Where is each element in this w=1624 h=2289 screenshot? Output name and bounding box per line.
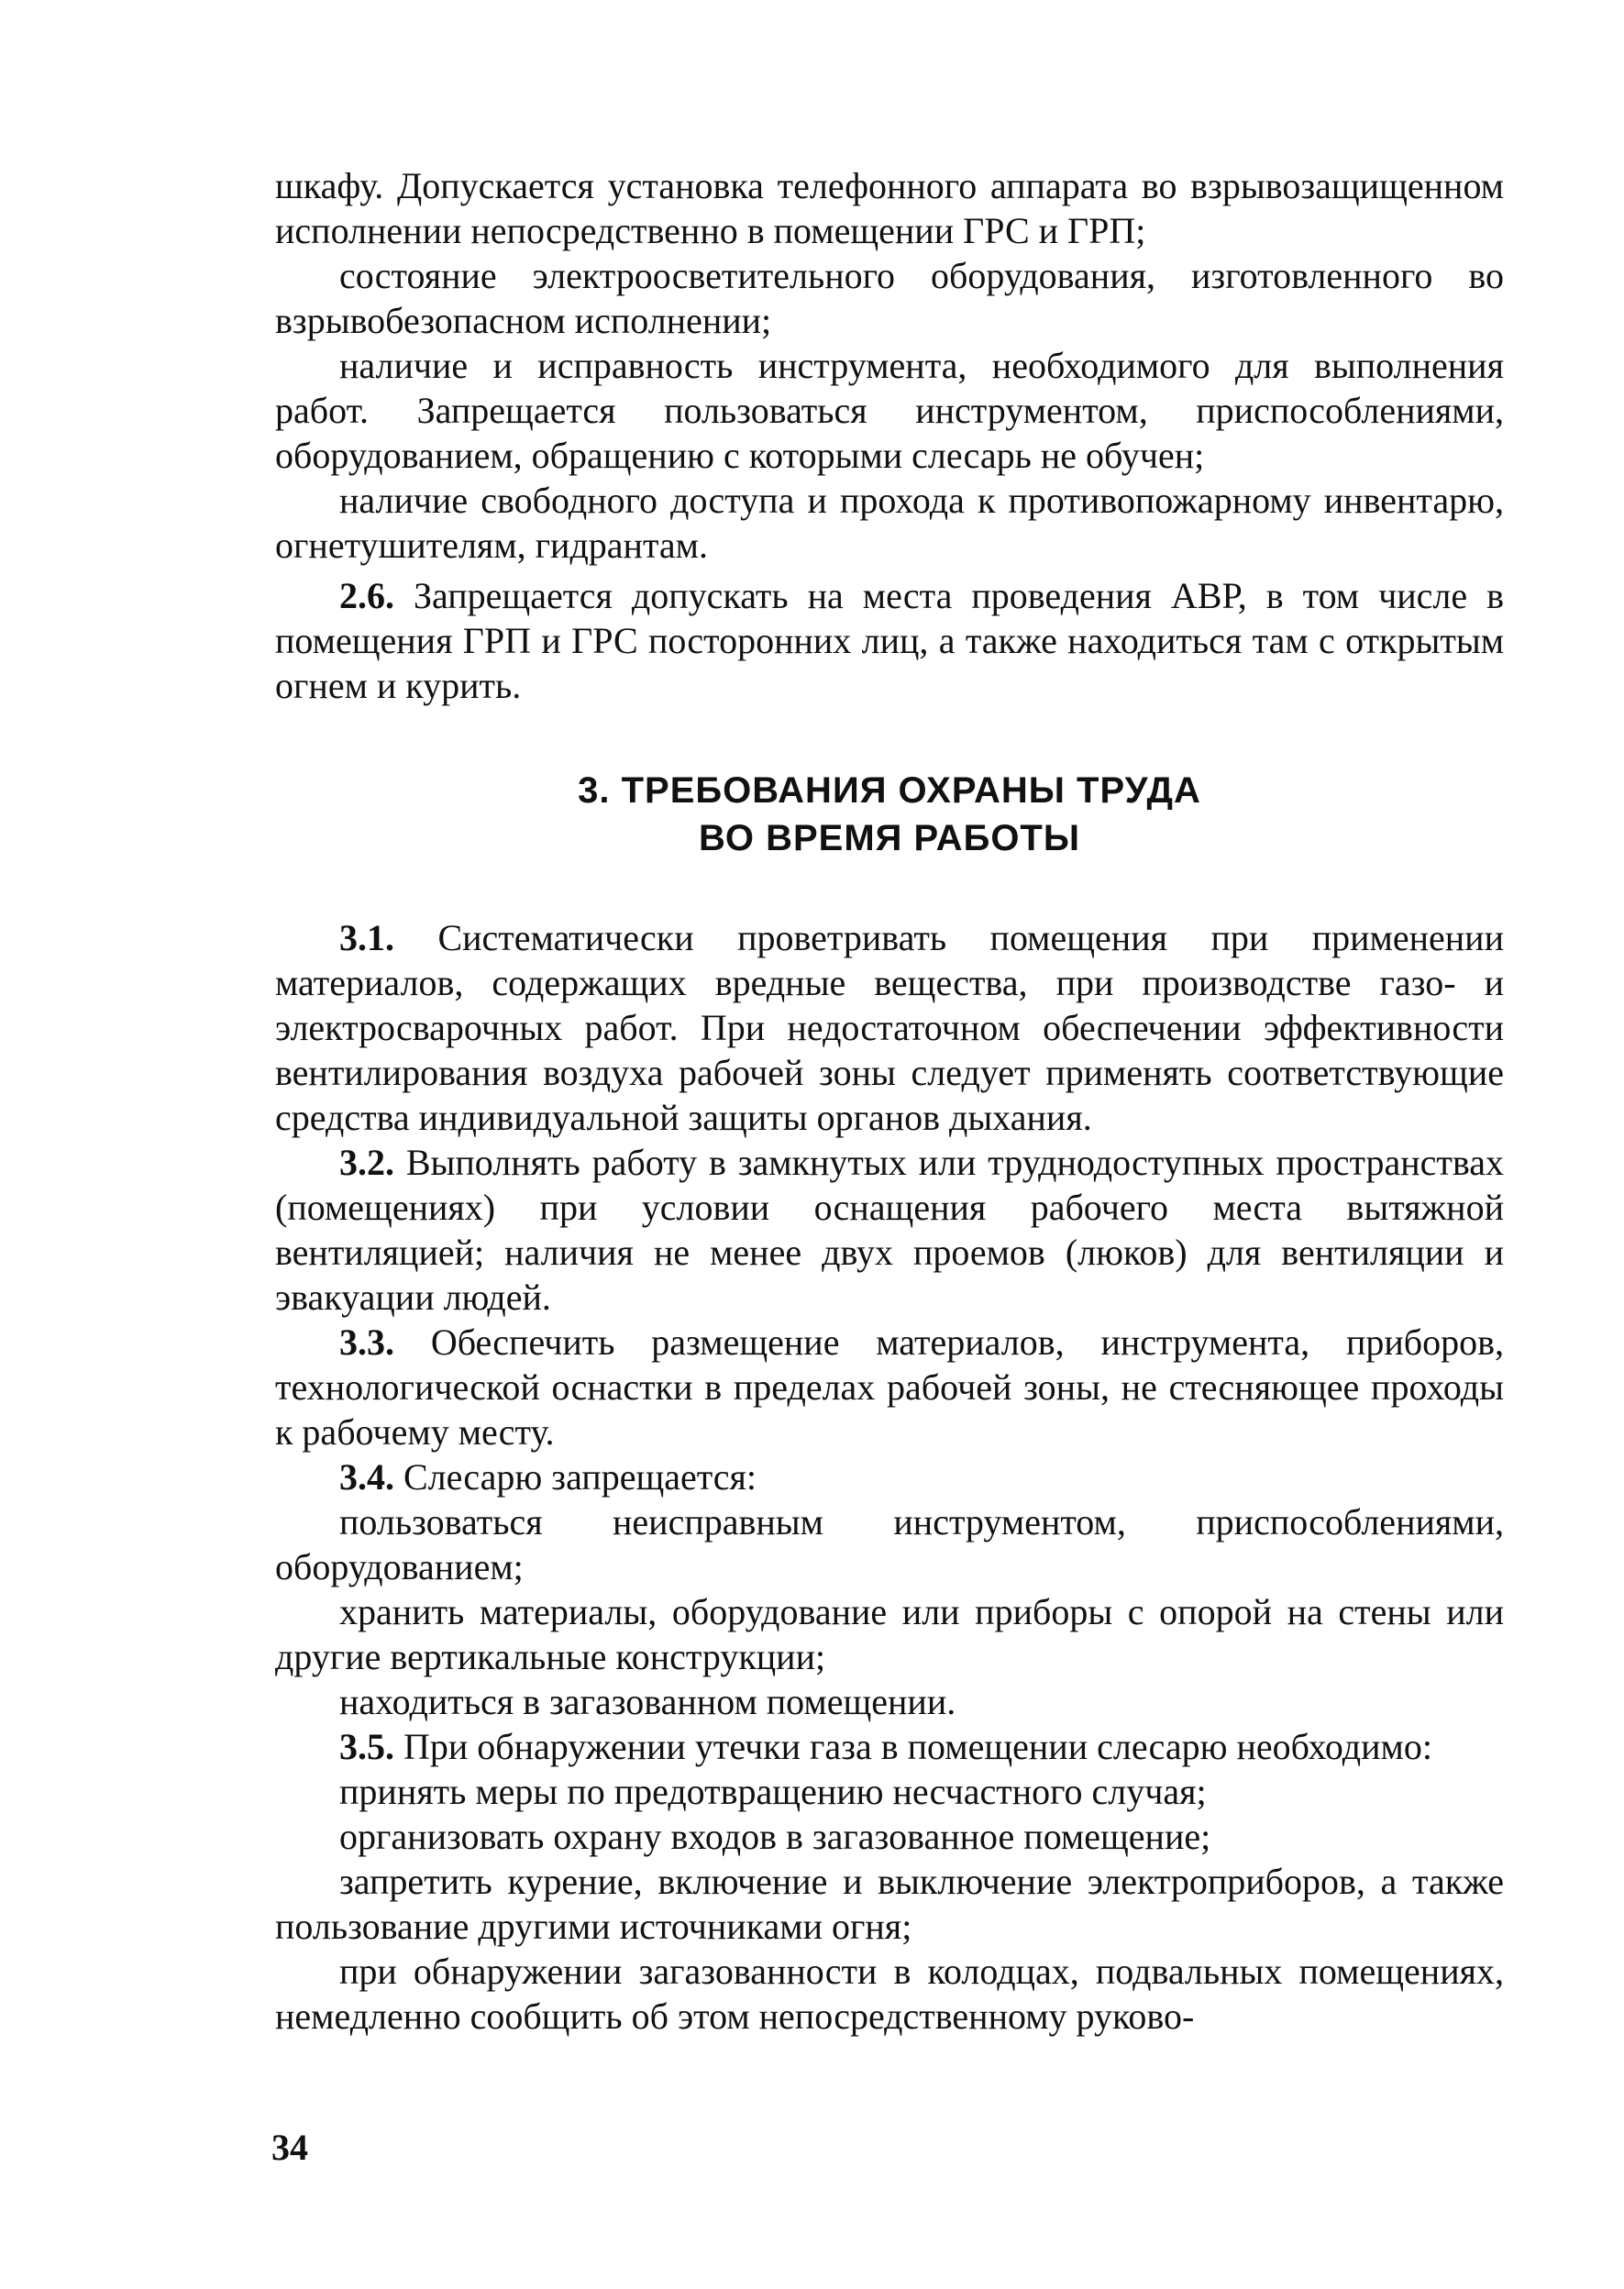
paragraph-continuation xyxy=(275,163,1504,253)
paragraph-text: шкафу. Допускается установка телефонного аппарата во взрывозащищенном исполнении непосредственно в помещении ГРС и ГРП; xyxy=(275,165,1504,251)
paragraph-3-3 xyxy=(275,1320,1504,1454)
paragraph xyxy=(275,343,1504,478)
paragraph-3-5 xyxy=(275,1724,1504,1769)
paragraph-3-2 xyxy=(275,1140,1504,1320)
paragraph-number: 3.4. xyxy=(339,1456,394,1498)
list-item xyxy=(275,1814,1504,1859)
paragraph-text: наличие и исправность инструмента, необходимого для выполнения работ. Запрещается пользоваться инструментом, приспособлениями, оборудованием, обращению с которыми слесарь не обучен; xyxy=(275,345,1504,476)
paragraph-text: Обеспечить размещение материалов, инструмента, приборов, технологической оснастки в пределах рабочей зоны, не стесняющее проходы к рабочему месту. xyxy=(275,1321,1504,1453)
list-item xyxy=(275,1589,1504,1679)
paragraph-text: состояние электроосветительного оборудования, изготовленного во взрывобезопасном исполнении; xyxy=(275,255,1504,341)
paragraph-number: 2.6. xyxy=(339,575,394,616)
paragraph-text: Запрещается допускать на места проведения АВР, в том числе в помещения ГРП и ГРС посторонних лиц, а также находиться там с открытым огнем и курить. xyxy=(275,575,1504,706)
list-item xyxy=(275,1949,1504,2039)
paragraph-text: хранить материалы, оборудование или приборы с опорой на стены или другие вертикальные конструкции; xyxy=(275,1591,1504,1677)
section-heading xyxy=(275,767,1504,862)
paragraph-2-6 xyxy=(275,573,1504,708)
paragraph-text: наличие свободного доступа и прохода к противопожарному инвентарю, огнетушителям, гидрантам. xyxy=(275,480,1504,566)
paragraph-number: 3.2. xyxy=(339,1142,394,1183)
paragraph-text: организовать охрану входов в загазованное помещение; xyxy=(339,1816,1211,1857)
paragraph xyxy=(275,253,1504,343)
paragraph-text: принять меры по предотвращению несчастного случая; xyxy=(339,1771,1207,1812)
paragraph-3-1 xyxy=(275,915,1504,1140)
list-item xyxy=(275,1499,1504,1589)
section-heading-line-2: ВО ВРЕМЯ РАБОТЫ xyxy=(698,818,1081,858)
paragraph-number: 3.5. xyxy=(339,1726,394,1767)
paragraph-text: Слесарю запрещается: xyxy=(394,1456,757,1498)
list-item xyxy=(275,1859,1504,1949)
paragraph-text: Систематически проветривать помещения при применении материалов, содержащих вредные вещества, при производстве газо- и электросварочных работ. При недостаточном обеспечении эффективности вентилирования воздуха рабочей зоны следует применять соответствующие средства индивидуальной защиты органов дыхания. xyxy=(275,917,1504,1138)
paragraph-text: при обнаружении загазованности в колодцах, подвальных помещениях, немедленно сообщить об этом непосредственному руково- xyxy=(275,1951,1504,2037)
paragraph-text: Выполнять работу в замкнутых или труднодоступных пространствах (помещениях) при условии оснащения рабочего места вытяжной вентиляцией; наличия не менее двух проемов (люков) для вентиляции и эвакуации людей. xyxy=(275,1142,1504,1318)
paragraph-text: При обнаружении утечки газа в помещении слесарю необходимо: xyxy=(394,1726,1432,1767)
list-item xyxy=(275,1679,1504,1724)
list-item xyxy=(275,1769,1504,1814)
section-heading-line-1: 3. ТРЕБОВАНИЯ ОХРАНЫ ТРУДА xyxy=(578,770,1201,811)
paragraph-text: пользоваться неисправным инструментом, приспособлениями, оборудованием; xyxy=(275,1501,1504,1587)
paragraph-number: 3.1. xyxy=(339,917,394,958)
page-number: 34 xyxy=(271,2127,308,2168)
paragraph xyxy=(275,478,1504,568)
paragraph-3-4 xyxy=(275,1454,1504,1499)
paragraph-text: запретить курение, включение и выключение электроприборов, а также пользование другими источниками огня; xyxy=(275,1861,1504,1947)
text-column xyxy=(275,163,1504,2039)
paragraph-text: находиться в загазованном помещении. xyxy=(339,1681,956,1722)
paragraph-number: 3.3. xyxy=(339,1321,394,1363)
